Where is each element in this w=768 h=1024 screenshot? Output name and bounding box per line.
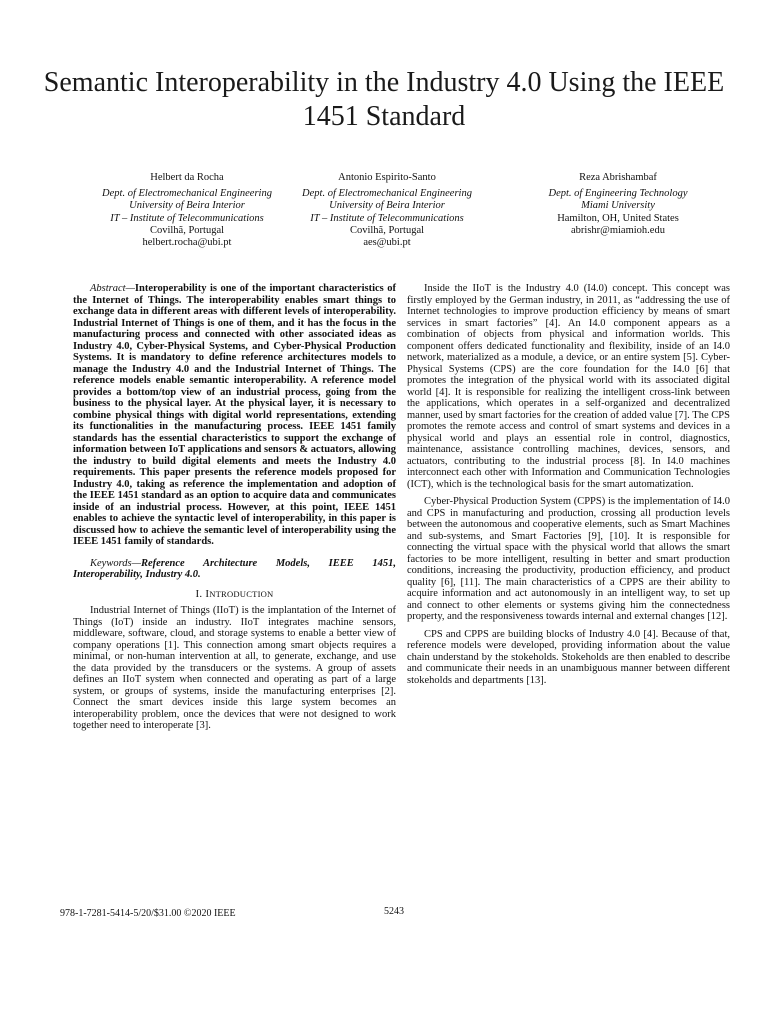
keywords-lead: Keywords— <box>90 557 141 569</box>
author-email: aes@ubi.pt <box>363 237 411 249</box>
section-number: I. <box>195 587 203 600</box>
body-paragraph-1: Inside the IIoT is the Industry 4.0 (I4.0) concept. This concept was firstly employed by the German industry, in 2011, as “addressing the use of Internet technologies to improve production efficiency by means of smart services in smart factories” [4]. An I4.0 component appears as a combination of objects from physical and information worlds. This component offers dedicated functionality and flexibility, inside of an I4.0 network, materialized as a module, a device, or an entire system [5]. Cyber-Physical Systems (CPS) are the core foundation for the I4.0 [6] that promotes the integration of the physical world with its associated digital world [4]. It is responsible for realizing the intelligent cross-link between the applications, which operates in a self-organized and decentralized manner, used by smart factories for the creation of added value [7]. The CPS promotes the remote access and control of smart systems and devices in a physical world and plays an essential role in control, diagnostics, maintenance, assistance controlling machines, devices, sensors, and actuators, contributing to the industrial process [8]. In I4.0 machines interconnect each other with Information and Communication Technologies (ICT), which is the technological basis for the smart automatization. <box>407 283 730 490</box>
body-paragraph-3: CPS and CPPS are building blocks of Industry 4.0 [4]. Because of that, reference models were developed, providing information about the value chain understand by the stokeholds. Stokeholds are then enabled to describe and communicate their needs in an unambiguous manner between different stokeholds and departments [13]. <box>407 628 730 686</box>
author-institute: IT – Institute of Telecommunications <box>110 212 264 224</box>
author-location: Covilhã, Portugal <box>149 224 225 236</box>
author-dept: Dept. of Engineering Technology <box>548 188 688 200</box>
keywords <box>73 558 396 581</box>
author-location: Hamilton, OH, United States <box>557 212 679 224</box>
author-affiliation: Miami University <box>581 200 655 212</box>
author-dept: Dept. of Electromechanical Engineering <box>102 188 272 200</box>
author-block-3 <box>498 172 738 237</box>
paper-title: Semantic Interoperability in the Industry 4.0 Using the IEEE 1451 Standard <box>43 67 725 132</box>
footer-isbn: 978-1-7281-5414-5/20/$31.00 ©2020 IEEE <box>60 908 236 919</box>
author-institute: IT – Institute of Telecommunications <box>310 212 464 224</box>
section-first-letter: I <box>205 587 210 600</box>
author-block-2 <box>267 172 507 249</box>
section-title-rest: NTRODUCTION <box>209 588 274 599</box>
author-name: Helbert da Rocha <box>150 172 224 183</box>
abstract-lead: Abstract— <box>90 283 135 294</box>
author-location: Covilhã, Portugal <box>349 224 425 236</box>
body-paragraph-2: Cyber-Physical Production System (CPPS) is the implementation of I4.0 and CPS in manufacturing and production, crossing all production levels between the autonomous and cooperative elements, such as Smart Machines and sub-systems, and Smart Factories [9], [10]. It is responsible for connecting the virtual space with the physical world that allows the smart factories to be more intelligent, resulting in better and smart production conditions, increasing the productivity, production efficiency, and product quality [6], [11]. The main characteristics of a CPPS are their ability to acquire information and act autonomously in an intelligent way, to set up and connect to other elements or systems giving him the connectedness property, and the responsiveness towards internal and external changes [12]. <box>407 496 730 622</box>
section-heading-introduction <box>73 589 396 601</box>
left-column <box>73 283 396 738</box>
author-affiliation: University of Beira Interior <box>129 200 245 212</box>
author-name: Reza Abrishambaf <box>579 172 657 183</box>
author-email: helbert.rocha@ubi.pt <box>142 237 232 249</box>
page-number: 5243 <box>384 906 404 917</box>
right-column <box>407 283 730 692</box>
abstract <box>73 283 396 548</box>
intro-paragraph: Industrial Internet of Things (IIoT) is the implantation of the Internet of Things (IoT) inside an industry. IIoT integrates machine sensors, middleware, software, cloud, and storage systems to enable a better view of company operations [1]. This connection among smart objects requires a minimal, or non-human intervention at all, to generate, exchange, and use the data provided by the transducers or the systems. A group of assets defines an IIoT system when connected and operating as part of a large system, or groups of systems, inside the manufacturing enterprises [2]. Connect the smart devices inside this large system becomes an interoperability problem, once the devices that were not designed to work together need to interoperate [3]. <box>73 605 396 731</box>
author-email: abrishr@miamioh.edu <box>571 224 665 236</box>
keywords-text: Reference Architecture Models, IEEE 1451, Interoperability, Industry 4.0. <box>73 557 396 580</box>
author-name: Antonio Espirito-Santo <box>338 172 436 183</box>
author-dept: Dept. of Electromechanical Engineering <box>302 188 472 200</box>
abstract-text: Interoperability is one of the important characteristics of the Internet of Things. The interoperability enables smart things to exchange data in different areas with different levels of interoperability. Industrial Internet of Things is one of them, and it has the focus in the manufacturing process and connected with other associated ideas as Industry 4.0, Cyber-Physical Systems, and Cyber-Physical Production Systems. It is mandatory to define reference architectures models to manage the Industry 4.0 and the Industrial Internet of Things. The reference models enable semantic interoperability. A reference model provides a bottom/top view of an industrial process, going from the business to the physical layer. At the physical layer, it is necessary to combine physical things with digital world representations, extending its functionalities in the manufacturing process. IEEE 1451 family standards has the essential characteristics to support the exchange of information between IoT applications and sensors & actuators, allowing the industry to build digital elements and meets the Industry 4.0 requirements. This paper presents the reference models proposed for Industry 4.0, taking as reference the implementation and adoption of the IEEE 1451 standard as an option to acquire data and communicates inside of an industrial process. However, at this point, IEEE 1451 enables to achieve the syntactic level of interoperability, in this paper is discussed how to achieve the semantic level of interoperability using the IEEE 1451 family of standards. <box>73 283 396 547</box>
author-affiliation: University of Beira Interior <box>329 200 445 212</box>
